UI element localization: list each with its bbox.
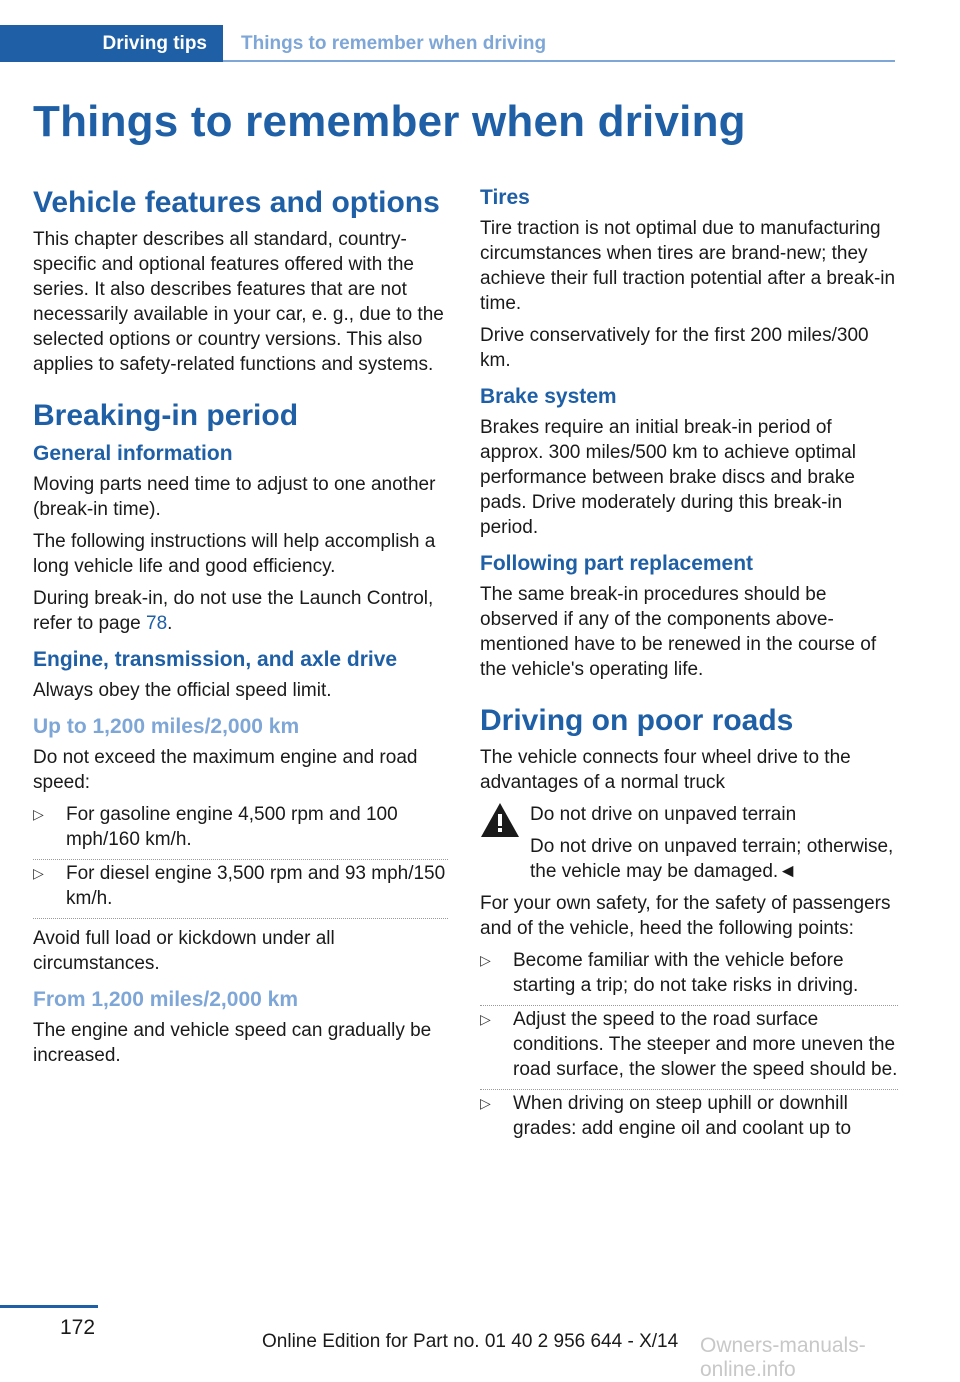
triangle-bullet-icon: ▷ [480, 1095, 491, 1111]
engine-text: Always obey the official speed limit. [33, 680, 332, 701]
triangle-bullet-icon: ▷ [480, 1011, 491, 1027]
tires-text-2: Drive conservatively for the first 200 miles/300 km. [480, 325, 869, 371]
list-item-text: For gasoline engine 4,500 rpm and 100 mph/160 km/h. [66, 804, 398, 850]
list-item-text: Adjust the speed to the road surface conditions. The steeper and more uneven the road surface, the slower the speed should be. [513, 1009, 898, 1080]
vehicle-features-text: This chapter describes all standard, country-specific and optional features offered with the series. It also describes features that are not necessarily available in your car, e. g., due to the selected options or country versions. This also applies to safety-related functions and systems. [33, 229, 444, 375]
list-item-text: For diesel engine 3,500 rpm and 93 mph/150 km/h. [66, 863, 446, 909]
following-heading: Following part replacement [480, 552, 754, 575]
page-title: Things to remember when driving [33, 97, 746, 146]
warning-triangle-icon [480, 802, 520, 838]
breadcrumb-label: Things to remember when driving [241, 32, 547, 54]
page-number: 172 [60, 1316, 96, 1339]
up-to-text: Do not exceed the maximum engine and road speed: [33, 747, 418, 793]
general-info-p3 [33, 586, 448, 636]
engine-heading: Engine, transmission, and axle drive [33, 648, 398, 671]
right-column [480, 184, 898, 1155]
breadcrumb [241, 25, 546, 62]
up-to-list [33, 802, 448, 919]
poor-roads-text: The vehicle connects four wheel drive to the advantages of a normal truck [480, 747, 851, 793]
edition-text: Online Edition for Part no. 01 40 2 956 644 - X/14 [262, 1331, 679, 1352]
brake-text: Brakes require an initial break-in period of approx. 300 miles/500 km to achieve optimal performance between brake discs and brake pads. Drive moderately during this break-in period. [480, 417, 856, 538]
safety-intro: For your own safety, for the safety of passengers and of the vehicle, heed the following points: [480, 893, 891, 939]
vehicle-features-heading: Vehicle features and options [33, 186, 440, 219]
triangle-bullet-icon: ▷ [480, 952, 491, 968]
list-item [33, 802, 448, 860]
up-to-heading: Up to 1,200 miles/2,000 km [33, 715, 300, 738]
section-tab-label: Driving tips [102, 32, 207, 54]
left-column [33, 184, 448, 1075]
safety-list [480, 948, 898, 1148]
up-to-after-text: Avoid full load or kickdown under all circumstances. [33, 928, 335, 974]
list-item [480, 948, 898, 1006]
following-text: The same break-in procedures should be observed if any of the components above-mentioned have to be renewed in the course of the vehicle's operating life. [480, 584, 877, 680]
general-info-p1: Moving parts need time to adjust to one another (break-in time). [33, 474, 436, 520]
list-item [480, 1091, 898, 1148]
page-78-link[interactable]: 78 [146, 613, 168, 634]
from-text: The engine and vehicle speed can gradually be increased. [33, 1020, 432, 1066]
list-item [480, 1007, 898, 1090]
breaking-in-heading: Breaking-in period [33, 399, 299, 432]
list-item [33, 861, 448, 919]
warning-block [480, 802, 898, 884]
poor-roads-heading: Driving on poor roads [480, 704, 794, 737]
from-heading: From 1,200 miles/2,000 km [33, 988, 298, 1011]
tires-heading: Tires [480, 186, 530, 209]
warning-title: Do not drive on unpaved terrain [530, 804, 797, 825]
footer-divider [0, 1305, 98, 1308]
brake-heading: Brake system [480, 385, 617, 408]
section-tab[interactable] [0, 25, 223, 62]
watermark: Owners-manuals-online.info [700, 1334, 866, 1381]
triangle-bullet-icon: ▷ [33, 806, 44, 822]
launch-control-text: During break-in, do not use the Launch Control, refer to page [33, 588, 434, 634]
header-divider [223, 60, 895, 62]
list-item-text: Become familiar with the vehicle before starting a trip; do not take risks in driving. [513, 950, 859, 996]
list-item-text: When driving on steep uphill or downhill grades: add engine oil and coolant up to [513, 1093, 852, 1139]
warning-text: Do not drive on unpaved terrain; otherwise, the vehicle may be damaged.◄ [530, 836, 894, 882]
launch-control-suffix: . [167, 613, 173, 634]
general-info-p2: The following instructions will help accomplish a long vehicle life and good efficiency. [33, 531, 436, 577]
tires-text-1: Tire traction is not optimal due to manufacturing circumstances when tires are brand-new; they achieve their full traction potential after a break-in time. [480, 218, 896, 314]
triangle-bullet-icon: ▷ [33, 865, 44, 881]
general-info-heading: General information [33, 442, 233, 465]
